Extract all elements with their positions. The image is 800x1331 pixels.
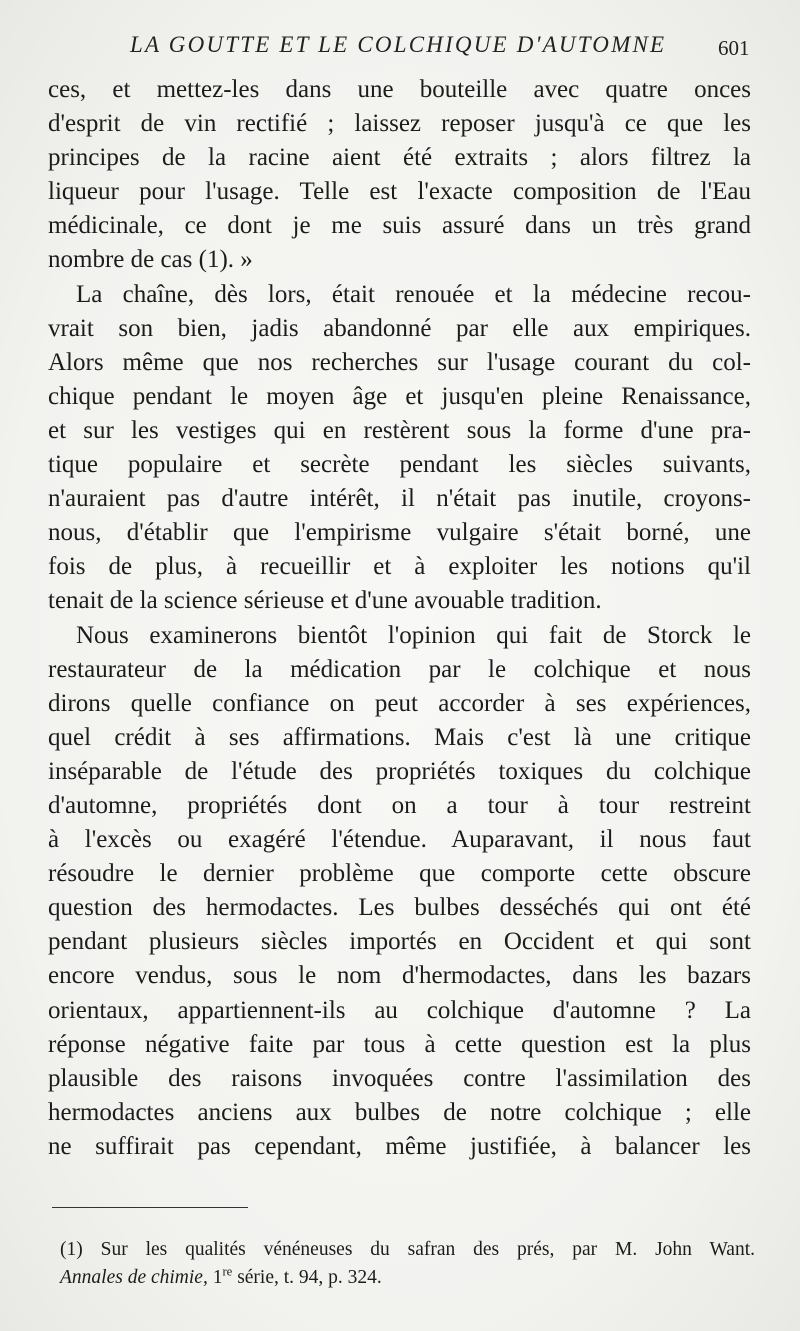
- text-line: nombre de cas (1). »: [48, 246, 253, 274]
- text-line: fois de plus, à recueillir et à exploiter les notions qu'il: [48, 553, 751, 581]
- text-line: à l'excès ou exagéré l'étendue. Auparavant, il nous faut: [48, 826, 751, 854]
- footnote-line: (1) Sur les qualités vénéneuses du safran des prés, par M. John Want.: [60, 1239, 755, 1260]
- text-line: dirons quelle confiance on peut accorder à ses expériences,: [48, 689, 751, 717]
- text-line: et sur les vestiges qui en restèrent sous la forme d'une pra-: [48, 416, 751, 444]
- series-number: 1: [212, 1267, 223, 1288]
- text-line: La chaîne, dès lors, était renouée et la médecine recou-: [76, 280, 751, 308]
- text-line: réponse négative faite par tous à cette question est la plus: [48, 1030, 751, 1058]
- footnote-rule: [52, 1207, 248, 1208]
- text-line: vrait son bien, jadis abandonné par elle aux empiriques.: [48, 314, 751, 342]
- text-line: principes de la racine aient été extraits ; alors filtrez la: [48, 144, 751, 172]
- body-text: [48, 73, 751, 1164]
- series-superscript: re: [222, 1264, 233, 1279]
- text-line: médicinale, ce dont je me suis assuré dans un très grand: [48, 212, 751, 240]
- text-line: d'esprit de vin rectifié ; laissez reposer jusqu'à ce que les: [48, 110, 751, 138]
- text-line: chique pendant le moyen âge et jusqu'en pleine Renaissance,: [48, 382, 751, 410]
- text-line: hermodactes anciens aux bulbes de notre colchique ; elle: [48, 1098, 751, 1126]
- text-line: inséparable de l'étude des propriétés toxiques du colchique: [48, 757, 751, 785]
- footnote: [60, 1236, 755, 1292]
- text-line: Alors même que nos recherches sur l'usage courant du col-: [48, 348, 751, 376]
- text-line: ne suffirait pas cependant, même justifiée, à balancer les: [48, 1132, 751, 1160]
- running-title: LA GOUTTE ET LE COLCHIQUE D'AUTOMNE: [130, 32, 667, 57]
- text-line: plausible des raisons invoquées contre l'assimilation des: [48, 1064, 751, 1092]
- text-line: encore vendus, sous le nom d'hermodactes, dans les bazars: [48, 962, 751, 990]
- text-line: restaurateur de la médication par le colchique et nous: [48, 655, 751, 683]
- text-line: pendant plusieurs siècles importés en Occident et qui sont: [48, 928, 751, 956]
- journal-title: Annales de chimie,: [60, 1267, 208, 1288]
- footnote-line: [60, 1264, 755, 1292]
- text-line: résoudre le dernier problème que comporte cette obscure: [48, 860, 751, 888]
- text-line: tique populaire et secrète pendant les siècles suivants,: [48, 451, 751, 479]
- text-line: orientaux, appartiennent-ils au colchique d'automne ? La: [48, 996, 751, 1024]
- page-number: 601: [718, 36, 750, 60]
- text-line: n'auraient pas d'autre intérêt, il n'était pas inutile, croyons-: [48, 485, 751, 513]
- text-line: liqueur pour l'usage. Telle est l'exacte composition de l'Eau: [48, 178, 751, 206]
- text-line: nous, d'établir que l'empirisme vulgaire s'était borné, une: [48, 519, 751, 547]
- text-line: quel crédit à ses affirmations. Mais c'est là une critique: [48, 723, 751, 751]
- text-line: tenait de la science sérieuse et d'une avouable tradition.: [48, 587, 602, 615]
- text-line: question des hermodactes. Les bulbes desséchés qui ont été: [48, 894, 751, 922]
- text-line: d'automne, propriétés dont on a tour à tour restreint: [48, 791, 751, 819]
- citation-details: série, t. 94, p. 324.: [232, 1267, 382, 1288]
- text-line: Nous examinerons bientôt l'opinion qui fait de Storck le: [76, 621, 751, 649]
- text-line: ces, et mettez-les dans une bouteille avec quatre onces: [48, 76, 751, 103]
